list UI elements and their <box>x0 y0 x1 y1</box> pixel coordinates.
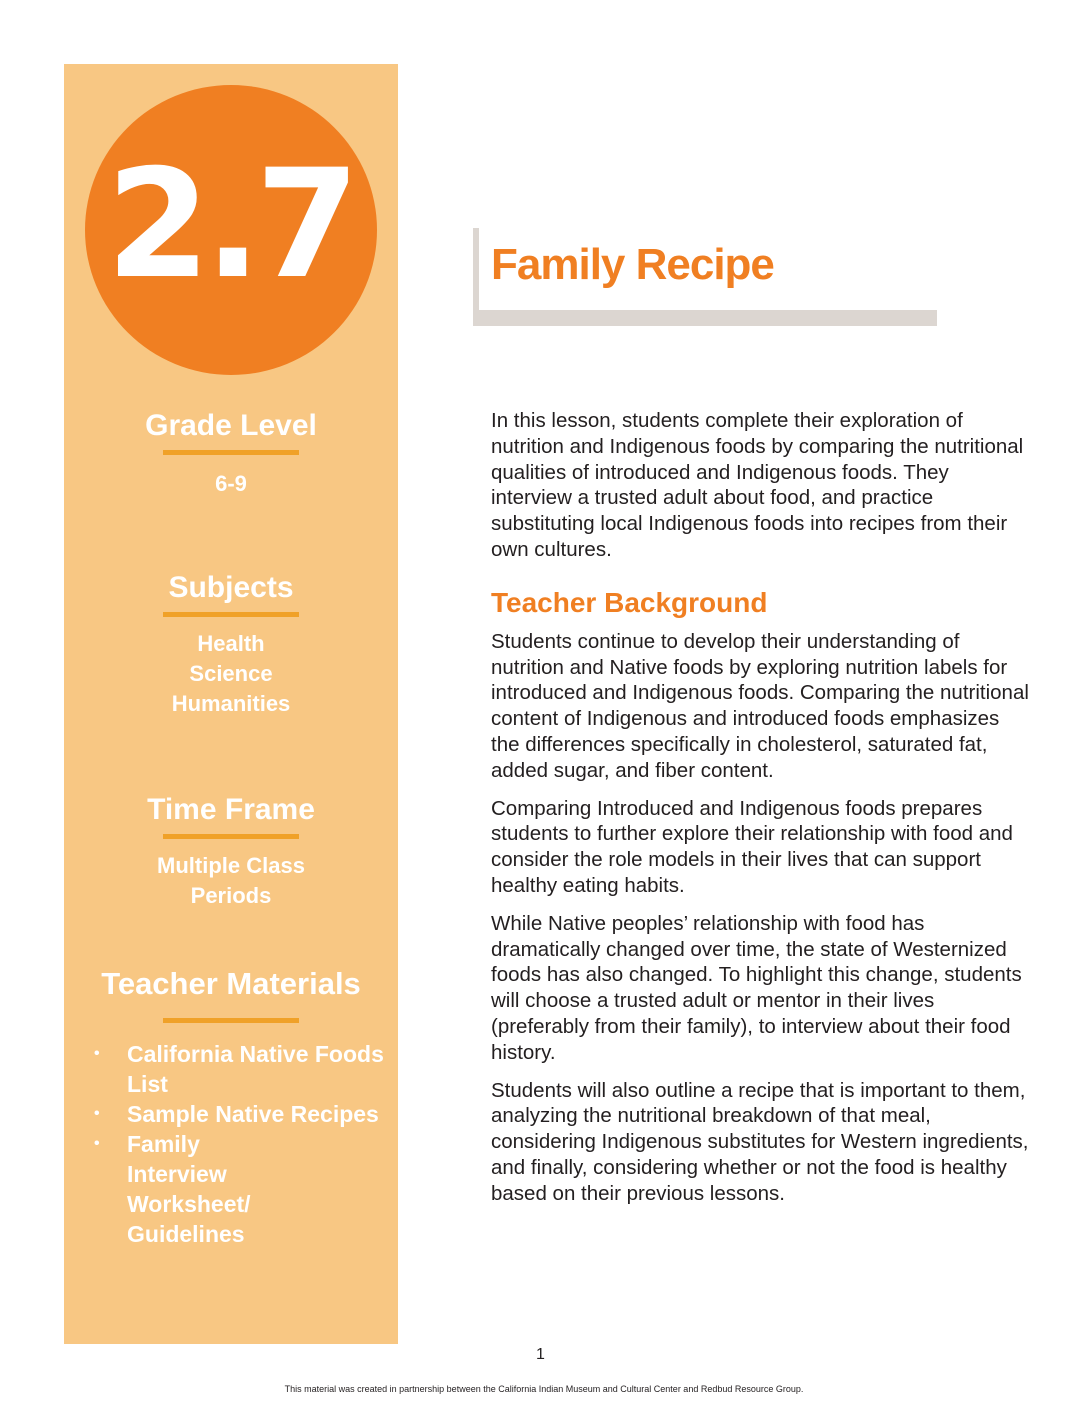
background-paragraph: Students continue to develop their understanding of nutrition and Native foods by exploring nutrition labels for introduced and Indigenous foods. Comparing the nutritional content of Indigenous and introduced foods emphasizes the differences specifically in cholesterol, saturated fat, added sugar, and fiber content. <box>491 629 1029 782</box>
subjects-section <box>64 570 398 719</box>
teacher-background-heading: Teacher Background <box>491 586 768 618</box>
intro-paragraph: In this lesson, students complete their exploration of nutrition and Indigenous foods by comparing the nutritional qualities of introduced and Indigenous foods. They interview a trusted adult about food, and practice substituting local Indigenous foods into recipes from their own cultures. <box>491 409 1024 561</box>
lesson-number: 2.7 <box>106 138 354 312</box>
subject-item: Humanities <box>171 691 291 716</box>
grade-level-value: 6-9 <box>215 471 247 496</box>
subjects-rule <box>163 612 299 617</box>
time-frame-line: Periods <box>190 883 272 908</box>
footer-credit: This material was created in partnership between the California Indian Museum and Cultural Center and Redbud Resource Group. <box>284 1384 804 1394</box>
title-horizontal-rule <box>473 310 937 326</box>
bullet-icon: • <box>94 1045 100 1062</box>
time-frame-line: Multiple Class <box>157 853 305 878</box>
grade-level-section <box>64 408 398 499</box>
subjects-list <box>64 629 398 719</box>
subject-item: Health <box>197 631 265 656</box>
grade-level-rule <box>163 450 299 455</box>
teacher-materials-rule <box>163 1018 299 1023</box>
time-frame-section <box>64 792 398 911</box>
teacher-materials-list <box>64 1039 398 1249</box>
page-number: 1 <box>536 1346 545 1363</box>
materials-item <box>64 1039 398 1099</box>
main-content <box>491 408 1031 1219</box>
page-title: Family Recipe <box>491 240 774 289</box>
teacher-materials-heading: Teacher Materials <box>101 966 361 1001</box>
materials-item <box>64 1129 398 1249</box>
teacher-materials-section <box>64 966 398 1249</box>
materials-item-label: Sample Native Recipes <box>127 1101 379 1127</box>
title-block <box>473 228 937 326</box>
materials-item-label: California Native Foods List <box>127 1041 384 1097</box>
subjects-heading: Subjects <box>168 571 294 604</box>
materials-item <box>64 1099 398 1129</box>
background-paragraph: Students will also outline a recipe that is important to them, analyzing the nutritional breakdown of that meal, considering Indigenous substitutes for Western ingredients, and finally, considering whether or not the food is healthy based on their previous lessons. <box>491 1078 1029 1205</box>
title-vertical-rule <box>473 228 479 314</box>
time-frame-heading: Time Frame <box>147 793 315 826</box>
background-paragraph: Comparing Introduced and Indigenous foods prepares students to further explore their relationship with food and consider the role models in their lives that can support healthy eating habits. <box>491 796 1013 897</box>
materials-item-label: Family Interview Worksheet/ Guidelines <box>127 1131 251 1247</box>
subject-item: Science <box>189 661 273 686</box>
bullet-icon: • <box>94 1105 100 1122</box>
grade-level-heading: Grade Level <box>145 409 317 442</box>
background-paragraph: While Native peoples’ relationship with food has dramatically changed over time, the state of Westernized foods has also changed. To highlight this change, students will choose a trusted adult or mentor in their lives (preferably from their family), to interview about their food history. <box>491 911 1022 1064</box>
time-frame-value <box>64 851 398 911</box>
bullet-icon: • <box>94 1135 100 1152</box>
time-frame-rule <box>163 834 299 839</box>
